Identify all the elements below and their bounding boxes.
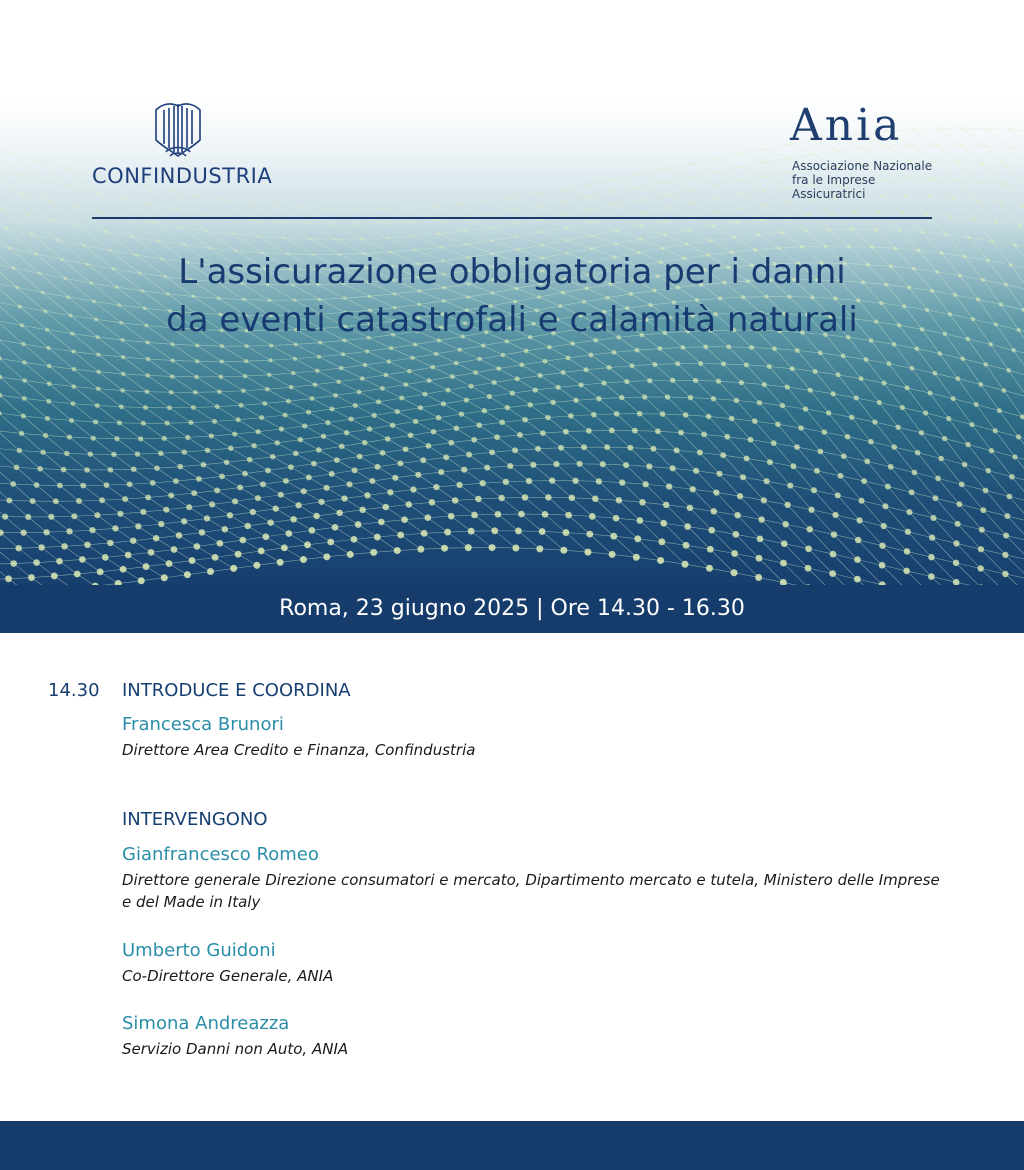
ania-logo bbox=[790, 100, 950, 201]
speaker-name-romeo: Gianfrancesco Romeo bbox=[122, 844, 319, 865]
speaker-role-brunori: Direttore Area Credito e Finanza, Confindustria bbox=[122, 741, 476, 759]
date-band: Roma, 23 giugno 2025 | Ore 14.30 - 16.30 bbox=[0, 585, 1024, 633]
event-title bbox=[0, 248, 1024, 344]
confindustria-wordmark: CONFINDUSTRIA bbox=[92, 164, 273, 188]
speaker-name-brunori: Francesca Brunori bbox=[122, 714, 284, 735]
speaker-name-andreazza: Simona Andreazza bbox=[122, 1013, 290, 1034]
intervengono-heading: INTERVENGONO bbox=[122, 809, 268, 830]
speaker-role-guidoni: Co-Direttore Generale, ANIA bbox=[122, 967, 334, 985]
header-divider bbox=[92, 217, 932, 219]
speaker-role-romeo bbox=[122, 869, 942, 913]
footer-band bbox=[0, 1121, 1024, 1170]
speaker-role-andreazza: Servizio Danni non Auto, ANIA bbox=[122, 1040, 349, 1058]
ania-subtitle-line1: Associazione Nazionale bbox=[792, 159, 933, 173]
program-time: 14.30 bbox=[48, 680, 100, 701]
eagle-emblem-icon bbox=[148, 100, 208, 162]
speaker-role-romeo-line2: e del Made in Italy bbox=[122, 893, 261, 911]
ania-subtitle bbox=[792, 159, 950, 201]
speaker-role-romeo-line1: Direttore generale Direzione consumatori e mercato, Dipartimento mercato e tutela, Ministero delle Imprese bbox=[122, 871, 940, 889]
ania-subtitle-line2: fra le Imprese Assicuratrici bbox=[792, 173, 876, 201]
introduce-heading: INTRODUCE E COORDINA bbox=[122, 680, 351, 701]
speaker-name-guidoni: Umberto Guidoni bbox=[122, 940, 276, 961]
ania-wordmark: Ania bbox=[790, 100, 903, 151]
confindustria-logo bbox=[92, 100, 272, 190]
event-title-line1: L'assicurazione obbligatoria per i danni bbox=[178, 252, 846, 292]
event-title-line2: da eventi catastrofali e calamità naturali bbox=[166, 300, 858, 340]
